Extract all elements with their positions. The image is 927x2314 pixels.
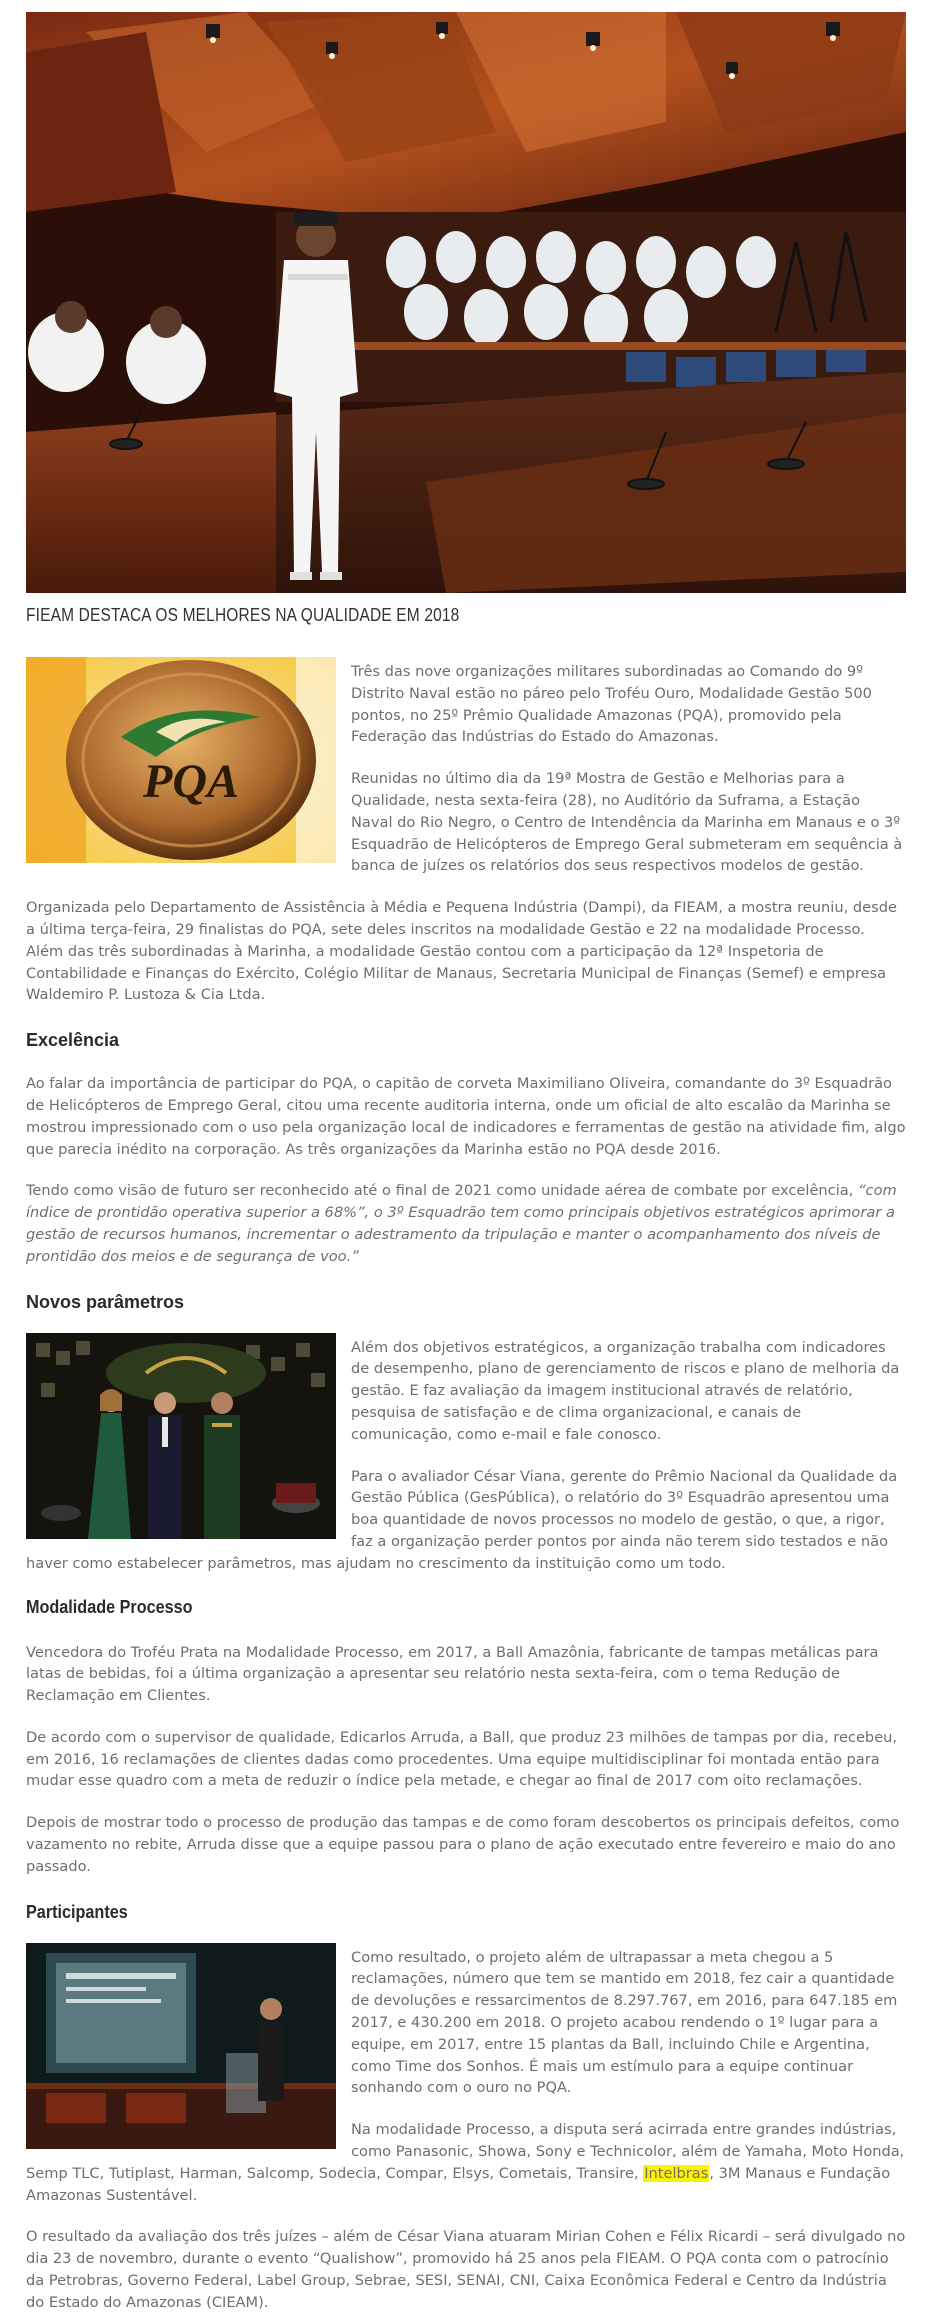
heading-modalidade-processo: Modalidade Processo [26,1596,193,1617]
modalidade-paragraph-2: De acordo com o supervisor de qualidade, Edicarlos Arruda, a Ball, que produz 23 milhões de tampas por dia, recebeu, em 2016, 16 reclamações de clientes dadas como procedentes. Uma equipe multidisciplinar foi montada então para mudar esse quadro com a meta de reduzir o índice pela metade, e chegar ao final de 2017 com oito reclamações. [26,1728,898,1790]
heading-novos-parametros: Novos parâmetros [26,1291,185,1312]
modalidade-paragraph-3: Depois de mostrar todo o processo de produção das tampas e de como foram descobertos os principais defeitos, como vazamento no rebite, Arruda disse que a equipe passou para o plano de ação executado entre fevereiro e maio do ano passado. [26,1814,900,1875]
participantes-paragraph-1: Como resultado, o projeto além de ultrapassar a meta chegou a 5 reclamações, número que tem se mantido em 2018, fez cair a quantidade de devoluções e ressarcimentos de 8.297.767, em 2016, para 647.185 em 2017, e 430.200 em 2018. O projeto acabou rendendo o 1º lugar para a equipe, em 2017, entre 15 plantas da Ball, incluindo Chile e Argentina, como Time dos Sonhos. É mais um estímulo para a equipe continuar sonhando com o ouro no PQA. [351,1948,898,2097]
intro-paragraph-1: Três das nove organizações militares subordinadas ao Comando do 9º Distrito Naval estão no páreo pelo Troféu Ouro, Modalidade Gestão 500 pontos, no 25º Prêmio Qualidade Amazonas (PQA), promovido pela Federação das Indústrias do Estado do Amazonas. [351,663,872,746]
presentation-stage-photo [26,1943,336,2149]
novos-section [26,1337,906,1575]
article-title: FIEAM DESTACA OS MELHORES NA QUALIDADE EM 2018 [26,605,460,625]
participantes-paragraph-2-tail: , 3M Manaus e Fundação Amazonas Sustentável. [26,2164,891,2204]
highlighted-company: Intelbras [644,2164,709,2182]
intro-paragraph-2: Reunidas no último dia da 19ª Mostra de Gestão e Melhorias para a Qualidade, nesta sexta-feira (28), no Auditório da Suframa, a Estação Naval do Rio Negro, o Centro de Intendência da Marinha em Manaus e o 3º Esquadrão de Helicópteros de Emprego Geral submeteram em sequência à banca de juízes os relatórios dos seus respectivos modelos de gestão. [351,770,903,875]
intro-paragraph-3: Organizada pelo Departamento de Assistência à Média e Pequena Indústria (Dampi), da FIEAM, a mostra reuniu, desde a última terça-feira, 29 finalistas do PQA, sete deles inscritos na modalidade Gestão e 22 na modalidade Processo. Além das três subordinadas à Marinha, a modalidade Gestão contou com a participação da 12ª Inspetoria de Contabilidade e Finanças do Exército, Colégio Militar de Manaus, Secretaria Municipal de Finanças (Semef) e empresa Waldemiro P. Lustoza & Cia Ltda. [26,899,897,1004]
modalidade-paragraph-1: Vencedora do Troféu Prata na Modalidade Processo, em 2017, a Ball Amazônia, fabricante de tampas metálicas para latas de bebidas, foi a última organização a apresentar seu relatório nesta sexta-feira, com o tema Redução de Reclamação em Clientes. [26,1643,879,1705]
participantes-paragraph-2-lead: Na modalidade Processo, a disputa será acirrada entre grandes indústrias, como Panasonic, Showa, Sony e Technicolor, além de Yamaha, Moto Honda, Semp TLC, Tutiplast, Harman, Salcomp, Sodecia, Compar, Elsys, Cometais, Transire, [26,2121,905,2182]
excelencia-quote: “com índice de prontidão operativa superior a 68%”, o 3º Esquadrão tem como principais objetivos estratégicos aprimorar a gestão de recursos humanos, incrementar o adestramento da tripulação e manter o acompanhamento dos níveis de prontidão dos meios e de segurança de voo.” [26,1182,897,1265]
heading-participantes: Participantes [26,1901,128,1922]
intro-section [26,661,906,1006]
excelencia-paragraph-2-lead: Tendo como visão de futuro ser reconhecido até o final de 2021 como unidade aérea de combate por excelência, [26,1182,858,1200]
hero-photo-auditorium [26,12,906,593]
award-ceremony-photo [26,1333,336,1539]
participantes-section [26,1947,906,2314]
excelencia-paragraph-2 [26,1180,906,1267]
participantes-paragraph-3: O resultado da avaliação dos três juízes – além de César Viana atuaram Mirian Cohen e Félix Ricardi – será divulgado no dia 23 de novembro, durante o evento “Qualishow”, promovido há 25 anos pela FIEAM. O PQA conta com o patrocínio da Petrobras, Governo Federal, Label Group, Sebrae, SESI, SENAI, CNI, Caixa Econômica Federal e Centro da Indústria do Estado do Amazonas (CIEAM). [26,2228,906,2311]
heading-excelencia: Excelência [26,1030,120,1051]
article [26,12,906,2314]
pqa-logo-text: PQA [143,755,239,808]
excelencia-paragraph-1: Ao falar da importância de participar do PQA, o capitão de corveta Maximiliano Oliveira, comandante do 3º Esquadrão de Helicópteros de Emprego Geral, citou uma recente auditoria interna, onde um oficial de alto escalão da Marinha se mostrou impressionado com o uso pela organização local de indicadores e ferramentas de gestão na atividade fim, algo que parecia inédito na corporação. As três organizações da Marinha estão no PQA desde 2016. [26,1075,906,1158]
novos-paragraph-1: Além dos objetivos estratégicos, a organização trabalha com indicadores de desempenho, plano de gerenciamento de riscos e plano de melhoria da gestão. E faz avaliação da imagem institucional através de relatório, pesquisa de satisfação e de clima organizacional, e canais de comunicação, como e-mail e fale conosco. [351,1338,900,1443]
novos-paragraph-2: Para o avaliador César Viana, gerente do Prêmio Nacional da Qualidade da Gestão Pública (GesPública), o relatório do 3º Esquadrão apresentou uma boa quantidade de novos processos no modelo de gestão, o que, a rigor, faz a organização perder pontos por ainda não terem sido testados e não haver como estabelecer parâmetros, mas ajudam no crescimento da instituição como um todo. [26,1467,898,1572]
pqa-logo-photo [26,657,336,863]
